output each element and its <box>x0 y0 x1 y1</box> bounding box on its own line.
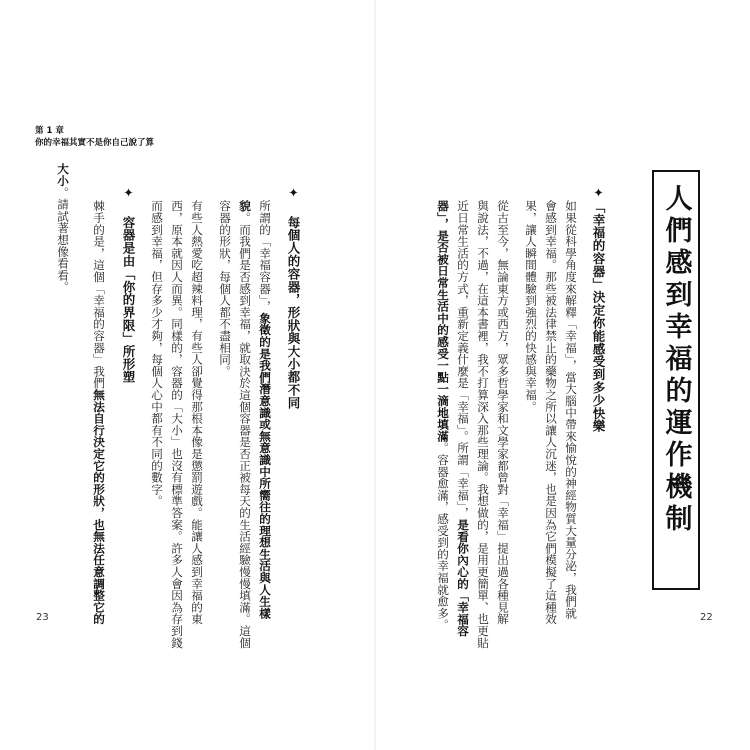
emphasis-text: 無法自行決定它的形狀，也無法任意調整它的 <box>92 388 106 625</box>
body-text: 棘手的是，這個「幸福的容器」我們 <box>92 200 106 389</box>
body-text: 。而我們是否感到幸福，就取決於這個容器是否正被每天的生活經驗慢慢填滿。這個 <box>238 211 252 649</box>
section-heading: ✦「幸福的容器」決定你能感受到多少快樂 <box>591 185 606 433</box>
section-heading: ✦ 容器是由「你的界限」所形塑 <box>121 185 136 384</box>
text-column <box>476 200 490 648</box>
text-column <box>150 200 164 507</box>
body-text: 容器的形狀，每個人都不盡相同。 <box>218 200 232 377</box>
running-head-chapter: 第 1 章 <box>35 126 64 136</box>
text-column <box>56 163 70 293</box>
text-column <box>436 200 450 631</box>
text-column <box>258 200 272 619</box>
section-heading: ✦ 每個人的容器，形狀與大小都不同 <box>286 185 301 410</box>
text-column <box>456 200 470 637</box>
emphasis-text: 象徵的是我們潛意識或無意識中所嚮往的理想生活與人生樣 <box>258 312 272 620</box>
emphasis-text: 是看你內心的「幸福容 <box>456 518 470 637</box>
text-column <box>524 200 538 412</box>
emphasis-text: 貌 <box>238 200 252 212</box>
body-text: 。請試著想像看看。 <box>56 186 70 293</box>
chapter-title: 人們感到幸福的運作機制 <box>660 184 692 536</box>
body-text: 如果從科學角度來解釋「幸福」，當大腦中帶來愉悅的神經物質大量分泌，我們就 <box>564 200 578 619</box>
text-column <box>238 200 252 648</box>
emphasis-text: 器」，是否被日常生活中的感受一點一滴地填滿 <box>436 200 450 442</box>
body-text: 與說法，不過，在這本書裡，我不打算深入那些理論。我想做的，是用更簡單、也更貼 <box>476 200 490 649</box>
text-column <box>564 200 578 619</box>
body-text: 會感到幸福。那些被法律禁止的藥物之所以讓人沉迷，也是因為它們模擬了這種效 <box>544 200 558 625</box>
body-text: 西，原本就因人而異。同樣的，容器的「大小」也沒有標準答案。許多人會因為存到錢 <box>170 200 184 649</box>
body-text: 所謂的「幸福容器」， <box>258 200 272 313</box>
body-text: 而感到幸福，但存多少才夠，每個人心中都有不同的數字。 <box>150 200 164 507</box>
text-column <box>190 200 204 625</box>
body-text: 。容器愈滿，感受到的幸福就愈多。 <box>436 442 450 631</box>
body-text: 果，讓人瞬間體驗到強烈的快感與幸福。 <box>524 200 538 413</box>
emphasis-text: 大小 <box>56 163 70 187</box>
body-text: 從古至今，無論東方或西方，眾多哲學家和文學家都曾對「幸福」提出過各種見解 <box>496 200 510 625</box>
text-column <box>92 200 106 625</box>
chapter-title-box <box>652 170 700 590</box>
text-column <box>170 200 184 648</box>
left-page-number: 23 <box>36 612 49 623</box>
text-column <box>218 200 232 377</box>
text-column <box>544 200 558 625</box>
running-head <box>35 125 154 149</box>
body-text: 近日常生活的方式，重新定義什麼是「幸福」。所謂「幸福」， <box>456 200 470 519</box>
body-text: 有些人熱愛吃超辣料理，有些人卻覺得那根本像是懲罰遊戲。能讓人感到幸福的東 <box>190 200 204 625</box>
right-page <box>375 0 750 750</box>
right-page-number: 22 <box>700 612 713 623</box>
text-column <box>496 200 510 625</box>
running-head-subtitle: 你的幸福其實不是你自己說了算 <box>35 138 155 148</box>
